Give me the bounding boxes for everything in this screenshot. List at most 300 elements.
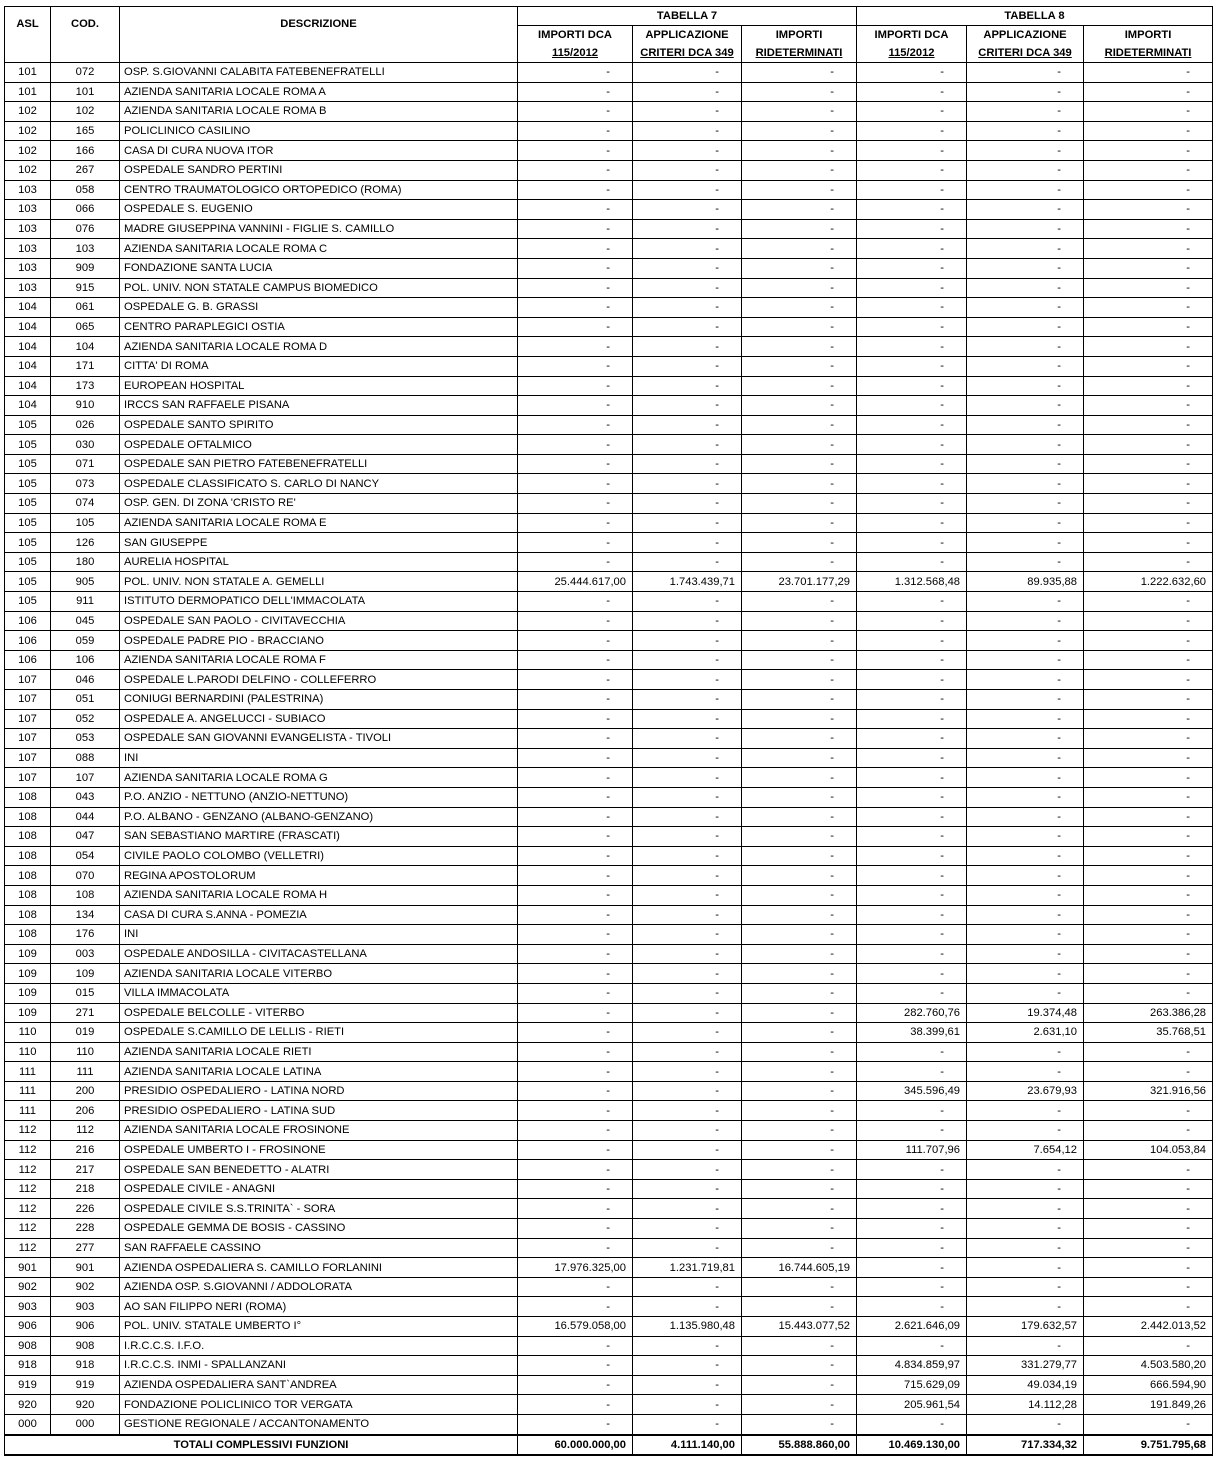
cell-t7-rideterminati: - [742, 592, 857, 612]
table-row [5, 121, 1213, 141]
cell-t8-applicazione: - [967, 1414, 1084, 1434]
cell-t7-applicazione: - [633, 1179, 742, 1199]
cell-t7-rideterminati: - [742, 650, 857, 670]
cell-t7-importi-dca: 25.444.617,00 [518, 572, 633, 592]
table-row [5, 611, 1213, 631]
cell-asl: 105 [5, 513, 51, 533]
cell-t7-importi-dca: - [518, 219, 633, 239]
cell-cod: 109 [51, 964, 120, 984]
header-t8-importi-dca: IMPORTI DCA [857, 26, 967, 45]
cell-t7-importi-dca: - [518, 983, 633, 1003]
cell-t8-importi-dca: 715.629,09 [857, 1375, 967, 1395]
cell-t8-applicazione: - [967, 1336, 1084, 1356]
cell-cod: 106 [51, 650, 120, 670]
table-row [5, 827, 1213, 847]
cell-descrizione: OSPEDALE CLASSIFICATO S. CARLO DI NANCY [120, 474, 518, 494]
cell-descrizione: MADRE GIUSEPPINA VANNINI - FIGLIE S. CAMILLO [120, 219, 518, 239]
table-row [5, 239, 1213, 259]
cell-t7-applicazione: - [633, 787, 742, 807]
cell-cod: 076 [51, 219, 120, 239]
cell-t7-rideterminati: - [742, 258, 857, 278]
table-row [5, 1258, 1213, 1278]
cell-t8-rideterminati: - [1084, 337, 1213, 357]
cell-t7-rideterminati: - [742, 317, 857, 337]
cell-cod: 226 [51, 1199, 120, 1219]
cell-t8-rideterminati: - [1084, 709, 1213, 729]
cell-t8-applicazione: - [967, 82, 1084, 102]
cell-t8-rideterminati: - [1084, 1101, 1213, 1121]
cell-cod: 088 [51, 748, 120, 768]
cell-t8-importi-dca: - [857, 1062, 967, 1082]
cell-descrizione: P.O. ANZIO - NETTUNO (ANZIO-NETTUNO) [120, 787, 518, 807]
cell-descrizione: VILLA IMMACOLATA [120, 983, 518, 1003]
spreadsheet [4, 6, 1212, 1456]
cell-t8-importi-dca: - [857, 1179, 967, 1199]
cell-cod: 165 [51, 121, 120, 141]
cell-t8-applicazione: - [967, 709, 1084, 729]
table-row [5, 670, 1213, 690]
cell-descrizione: PRESIDIO OSPEDALIERO - LATINA NORD [120, 1081, 518, 1101]
cell-t7-importi-dca: - [518, 729, 633, 749]
cell-t7-importi-dca: - [518, 885, 633, 905]
cell-t8-applicazione: - [967, 1160, 1084, 1180]
cell-t7-rideterminati: - [742, 1375, 857, 1395]
cell-t8-rideterminati: - [1084, 964, 1213, 984]
cell-t7-rideterminati: - [742, 552, 857, 572]
table-row [5, 1003, 1213, 1023]
cell-descrizione: AZIENDA OSP. S.GIOVANNI / ADDOLORATA [120, 1277, 518, 1297]
cell-t8-rideterminati: - [1084, 141, 1213, 161]
cell-descrizione: AZIENDA SANITARIA LOCALE ROMA G [120, 768, 518, 788]
cell-cod: 058 [51, 180, 120, 200]
cell-t7-applicazione: - [633, 63, 742, 83]
cell-t8-rideterminati: - [1084, 63, 1213, 83]
cell-t7-rideterminati: - [742, 356, 857, 376]
cell-asl: 103 [5, 258, 51, 278]
cell-cod: 046 [51, 670, 120, 690]
cell-t7-rideterminati: - [742, 1238, 857, 1258]
cell-t7-importi-dca: - [518, 415, 633, 435]
table-row [5, 1238, 1213, 1258]
cell-cod: 043 [51, 787, 120, 807]
cell-asl: 108 [5, 905, 51, 925]
cell-t8-rideterminati: - [1084, 454, 1213, 474]
cell-asl: 902 [5, 1277, 51, 1297]
cell-t8-importi-dca: - [857, 1121, 967, 1141]
cell-descrizione: OSPEDALE ANDOSILLA - CIVITACASTELLANA [120, 944, 518, 964]
cell-asl: 101 [5, 63, 51, 83]
cell-t8-applicazione: - [967, 337, 1084, 357]
cell-asl: 111 [5, 1081, 51, 1101]
table-row [5, 866, 1213, 886]
cell-t8-importi-dca: - [857, 121, 967, 141]
table-row [5, 964, 1213, 984]
cell-cod: 906 [51, 1317, 120, 1337]
cell-cod: 072 [51, 63, 120, 83]
cell-t8-applicazione: - [967, 552, 1084, 572]
table-row [5, 356, 1213, 376]
cell-t8-rideterminati: - [1084, 102, 1213, 122]
cell-cod: 910 [51, 396, 120, 416]
table-row [5, 1277, 1213, 1297]
cell-t7-applicazione: - [633, 905, 742, 925]
cell-t8-rideterminati: - [1084, 1258, 1213, 1278]
cell-cod: 026 [51, 415, 120, 435]
cell-descrizione: I.R.C.C.S. I.F.O. [120, 1336, 518, 1356]
header-t7-importi: IMPORTI [742, 26, 857, 45]
cell-t7-applicazione: - [633, 1081, 742, 1101]
cell-t7-applicazione: - [633, 1160, 742, 1180]
cell-t7-rideterminati: - [742, 885, 857, 905]
cell-t8-importi-dca: - [857, 180, 967, 200]
cell-t7-applicazione: - [633, 1238, 742, 1258]
cell-t8-importi-dca: - [857, 964, 967, 984]
cell-t7-importi-dca: - [518, 552, 633, 572]
cell-t7-rideterminati: - [742, 670, 857, 690]
cell-descrizione: GESTIONE REGIONALE / ACCANTONAMENTO [120, 1414, 518, 1434]
cell-t7-rideterminati: - [742, 1277, 857, 1297]
cell-t7-rideterminati: - [742, 925, 857, 945]
cell-descrizione: I.R.C.C.S. INMI - SPALLANZANI [120, 1356, 518, 1376]
cell-asl: 105 [5, 435, 51, 455]
cell-t8-importi-dca: - [857, 513, 967, 533]
cell-asl: 105 [5, 474, 51, 494]
cell-cod: 901 [51, 1258, 120, 1278]
cell-t8-applicazione: - [967, 356, 1084, 376]
cell-t7-importi-dca: - [518, 513, 633, 533]
cell-cod: 911 [51, 592, 120, 612]
cell-t7-applicazione: - [633, 690, 742, 710]
table-row [5, 846, 1213, 866]
cell-t7-applicazione: - [633, 827, 742, 847]
cell-asl: 901 [5, 1258, 51, 1278]
table-row [5, 141, 1213, 161]
cell-descrizione: CENTRO TRAUMATOLOGICO ORTOPEDICO (ROMA) [120, 180, 518, 200]
cell-t7-importi-dca: - [518, 474, 633, 494]
cell-t8-applicazione: - [967, 1101, 1084, 1121]
table-row [5, 631, 1213, 651]
cell-asl: 106 [5, 631, 51, 651]
cell-t8-rideterminati: - [1084, 200, 1213, 220]
cell-asl: 105 [5, 592, 51, 612]
cell-t8-importi-dca: - [857, 1277, 967, 1297]
cell-t7-applicazione: - [633, 768, 742, 788]
cell-t8-applicazione: - [967, 141, 1084, 161]
table-row [5, 396, 1213, 416]
total-t8-applicazione: 717.334,32 [967, 1435, 1084, 1455]
table-row [5, 1081, 1213, 1101]
cell-t8-applicazione: - [967, 885, 1084, 905]
cell-t7-applicazione: - [633, 396, 742, 416]
table-row [5, 454, 1213, 474]
cell-cod: 920 [51, 1395, 120, 1415]
cell-descrizione: AZIENDA SANITARIA LOCALE ROMA A [120, 82, 518, 102]
cell-t8-rideterminati: - [1084, 513, 1213, 533]
table-row [5, 1219, 1213, 1239]
cell-t8-applicazione: - [967, 494, 1084, 514]
cell-t7-applicazione: - [633, 415, 742, 435]
table-row [5, 905, 1213, 925]
table-row [5, 592, 1213, 612]
table-row [5, 1160, 1213, 1180]
cell-t7-importi-dca: - [518, 376, 633, 396]
cell-t7-applicazione: - [633, 1023, 742, 1043]
cell-cod: 267 [51, 160, 120, 180]
cell-cod: 101 [51, 82, 120, 102]
cell-descrizione: CENTRO PARAPLEGICI OSTIA [120, 317, 518, 337]
cell-t7-rideterminati: - [742, 415, 857, 435]
cell-t7-importi-dca: - [518, 317, 633, 337]
cell-t7-importi-dca: - [518, 1003, 633, 1023]
cell-cod: 070 [51, 866, 120, 886]
table-row [5, 552, 1213, 572]
table-row [5, 494, 1213, 514]
cell-t8-rideterminati: - [1084, 415, 1213, 435]
table-row [5, 63, 1213, 83]
cell-t8-applicazione: - [967, 180, 1084, 200]
cell-t7-rideterminati: - [742, 63, 857, 83]
cell-t8-applicazione: 23.679,93 [967, 1081, 1084, 1101]
cell-t8-rideterminati: - [1084, 1121, 1213, 1141]
cell-t7-applicazione: 1.231.719,81 [633, 1258, 742, 1278]
funding-table [4, 6, 1213, 1456]
cell-cod: 051 [51, 690, 120, 710]
cell-asl: 920 [5, 1395, 51, 1415]
cell-t7-rideterminati: - [742, 964, 857, 984]
cell-t7-applicazione: - [633, 846, 742, 866]
cell-t8-importi-dca: - [857, 396, 967, 416]
table-row [5, 298, 1213, 318]
cell-cod: 200 [51, 1081, 120, 1101]
cell-t8-rideterminati: - [1084, 905, 1213, 925]
cell-asl: 104 [5, 298, 51, 318]
cell-descrizione: AZIENDA SANITARIA LOCALE LATINA [120, 1062, 518, 1082]
table-row [5, 729, 1213, 749]
cell-t7-applicazione: - [633, 1375, 742, 1395]
cell-t8-applicazione: - [967, 787, 1084, 807]
cell-asl: 000 [5, 1414, 51, 1434]
cell-t7-importi-dca: - [518, 1414, 633, 1434]
cell-descrizione: CASA DI CURA NUOVA ITOR [120, 141, 518, 161]
cell-t8-importi-dca: - [857, 748, 967, 768]
table-row [5, 650, 1213, 670]
cell-asl: 103 [5, 219, 51, 239]
cell-t8-applicazione: - [967, 1179, 1084, 1199]
cell-t8-importi-dca: - [857, 552, 967, 572]
cell-t7-applicazione: - [633, 983, 742, 1003]
cell-t8-applicazione: 7.654,12 [967, 1140, 1084, 1160]
totals-label: TOTALI COMPLESSIVI FUNZIONI [5, 1435, 518, 1455]
cell-asl: 104 [5, 396, 51, 416]
cell-t7-rideterminati: - [742, 1081, 857, 1101]
cell-cod: 217 [51, 1160, 120, 1180]
cell-t8-applicazione: - [967, 729, 1084, 749]
total-t8-rideterminati: 9.751.795,68 [1084, 1435, 1213, 1455]
table-row [5, 1375, 1213, 1395]
cell-cod: 074 [51, 494, 120, 514]
cell-t8-importi-dca: - [857, 1297, 967, 1317]
header-t8-dca-115: 115/2012 [857, 44, 967, 63]
cell-t7-applicazione: - [633, 298, 742, 318]
cell-t8-importi-dca: - [857, 1219, 967, 1239]
cell-t7-rideterminati: - [742, 278, 857, 298]
cell-descrizione: OSPEDALE L.PARODI DELFINO - COLLEFERRO [120, 670, 518, 690]
cell-cod: 228 [51, 1219, 120, 1239]
cell-t7-applicazione: - [633, 670, 742, 690]
cell-asl: 110 [5, 1042, 51, 1062]
cell-cod: 919 [51, 1375, 120, 1395]
cell-descrizione: CITTA' DI ROMA [120, 356, 518, 376]
cell-asl: 111 [5, 1101, 51, 1121]
cell-t8-rideterminati: 321.916,56 [1084, 1081, 1213, 1101]
cell-t7-applicazione: - [633, 513, 742, 533]
cell-cod: 003 [51, 944, 120, 964]
table-row [5, 376, 1213, 396]
cell-t8-applicazione: - [967, 102, 1084, 122]
cell-t7-importi-dca: - [518, 1277, 633, 1297]
cell-t8-applicazione: - [967, 650, 1084, 670]
cell-descrizione: OSPEDALE SANTO SPIRITO [120, 415, 518, 435]
cell-t8-rideterminati: - [1084, 82, 1213, 102]
cell-t8-importi-dca: - [857, 376, 967, 396]
cell-t8-applicazione: 89.935,88 [967, 572, 1084, 592]
cell-t8-importi-dca: - [857, 200, 967, 220]
cell-asl: 108 [5, 807, 51, 827]
cell-cod: 052 [51, 709, 120, 729]
cell-t8-rideterminati: - [1084, 278, 1213, 298]
cell-t7-rideterminati: - [742, 1101, 857, 1121]
cell-t8-rideterminati: - [1084, 552, 1213, 572]
cell-t7-rideterminati: - [742, 768, 857, 788]
cell-asl: 112 [5, 1179, 51, 1199]
totals-row [5, 1435, 1213, 1455]
cell-t7-rideterminati: 23.701.177,29 [742, 572, 857, 592]
cell-asl: 105 [5, 572, 51, 592]
cell-asl: 104 [5, 317, 51, 337]
cell-t8-applicazione: - [967, 690, 1084, 710]
cell-descrizione: OSPEDALE OFTALMICO [120, 435, 518, 455]
cell-asl: 107 [5, 690, 51, 710]
cell-t8-importi-dca: - [857, 1101, 967, 1121]
cell-t7-rideterminati: - [742, 1297, 857, 1317]
cell-t8-importi-dca: - [857, 611, 967, 631]
cell-t7-applicazione: - [633, 1003, 742, 1023]
cell-asl: 102 [5, 160, 51, 180]
cell-t8-applicazione: 14.112,28 [967, 1395, 1084, 1415]
cell-t7-applicazione: - [633, 239, 742, 259]
cell-descrizione: CIVILE PAOLO COLOMBO (VELLETRI) [120, 846, 518, 866]
cell-t7-rideterminati: - [742, 944, 857, 964]
table-row [5, 1179, 1213, 1199]
cell-t7-importi-dca: - [518, 63, 633, 83]
cell-cod: 019 [51, 1023, 120, 1043]
cell-t7-importi-dca: - [518, 454, 633, 474]
cell-cod: 047 [51, 827, 120, 847]
cell-t8-importi-dca: - [857, 1258, 967, 1278]
header-t7-rideterminati: RIDETERMINATI [742, 44, 857, 63]
cell-cod: 171 [51, 356, 120, 376]
cell-t8-importi-dca: - [857, 787, 967, 807]
cell-t7-rideterminati: - [742, 1179, 857, 1199]
cell-t7-importi-dca: - [518, 670, 633, 690]
cell-t7-applicazione: - [633, 552, 742, 572]
cell-t8-applicazione: - [967, 827, 1084, 847]
cell-t8-rideterminati: - [1084, 494, 1213, 514]
cell-t8-applicazione: - [967, 160, 1084, 180]
cell-asl: 108 [5, 885, 51, 905]
cell-cod: 104 [51, 337, 120, 357]
cell-t8-importi-dca: - [857, 944, 967, 964]
cell-t8-rideterminati: - [1084, 1238, 1213, 1258]
cell-t7-rideterminati: - [742, 1062, 857, 1082]
cell-t7-applicazione: - [633, 1277, 742, 1297]
cell-descrizione: AZIENDA SANITARIA LOCALE ROMA B [120, 102, 518, 122]
cell-t7-applicazione: - [633, 533, 742, 553]
cell-t8-importi-dca: - [857, 494, 967, 514]
cell-cod: 271 [51, 1003, 120, 1023]
cell-descrizione: AZIENDA SANITARIA LOCALE ROMA E [120, 513, 518, 533]
cell-t8-applicazione: - [967, 435, 1084, 455]
cell-t7-rideterminati: - [742, 748, 857, 768]
cell-t7-rideterminati: - [742, 1219, 857, 1239]
cell-t7-importi-dca: - [518, 298, 633, 318]
cell-cod: 065 [51, 317, 120, 337]
table-row [5, 944, 1213, 964]
cell-t8-importi-dca: 205.961,54 [857, 1395, 967, 1415]
cell-t7-importi-dca: - [518, 82, 633, 102]
cell-asl: 112 [5, 1140, 51, 1160]
header-cod: COD. [51, 7, 120, 63]
cell-t8-importi-dca: - [857, 1414, 967, 1434]
cell-t7-rideterminati: - [742, 102, 857, 122]
cell-t8-importi-dca: - [857, 592, 967, 612]
cell-t8-applicazione: - [967, 298, 1084, 318]
cell-t8-importi-dca: - [857, 866, 967, 886]
cell-t8-importi-dca: - [857, 983, 967, 1003]
cell-t7-importi-dca: - [518, 748, 633, 768]
cell-t7-applicazione: - [633, 807, 742, 827]
table-row [5, 748, 1213, 768]
table-row [5, 768, 1213, 788]
cell-t7-importi-dca: - [518, 1219, 633, 1239]
cell-t7-applicazione: - [633, 102, 742, 122]
cell-t7-rideterminati: - [742, 866, 857, 886]
table-row [5, 102, 1213, 122]
cell-t8-rideterminati: - [1084, 690, 1213, 710]
cell-t8-rideterminati: - [1084, 631, 1213, 651]
cell-t8-importi-dca: - [857, 650, 967, 670]
cell-t8-applicazione: - [967, 670, 1084, 690]
cell-cod: 054 [51, 846, 120, 866]
cell-t7-rideterminati: - [742, 160, 857, 180]
cell-t8-importi-dca: - [857, 278, 967, 298]
cell-t8-applicazione: - [967, 1258, 1084, 1278]
cell-t7-rideterminati: - [742, 1121, 857, 1141]
cell-t8-applicazione: - [967, 317, 1084, 337]
cell-cod: 216 [51, 1140, 120, 1160]
cell-t7-importi-dca: - [518, 278, 633, 298]
cell-cod: 902 [51, 1277, 120, 1297]
cell-asl: 104 [5, 356, 51, 376]
table-row [5, 317, 1213, 337]
cell-t7-rideterminati: - [742, 1356, 857, 1376]
cell-t7-applicazione: - [633, 1062, 742, 1082]
cell-t7-importi-dca: - [518, 180, 633, 200]
cell-t7-importi-dca: - [518, 709, 633, 729]
cell-t8-applicazione: - [967, 396, 1084, 416]
cell-cod: 015 [51, 983, 120, 1003]
cell-t7-importi-dca: - [518, 1101, 633, 1121]
